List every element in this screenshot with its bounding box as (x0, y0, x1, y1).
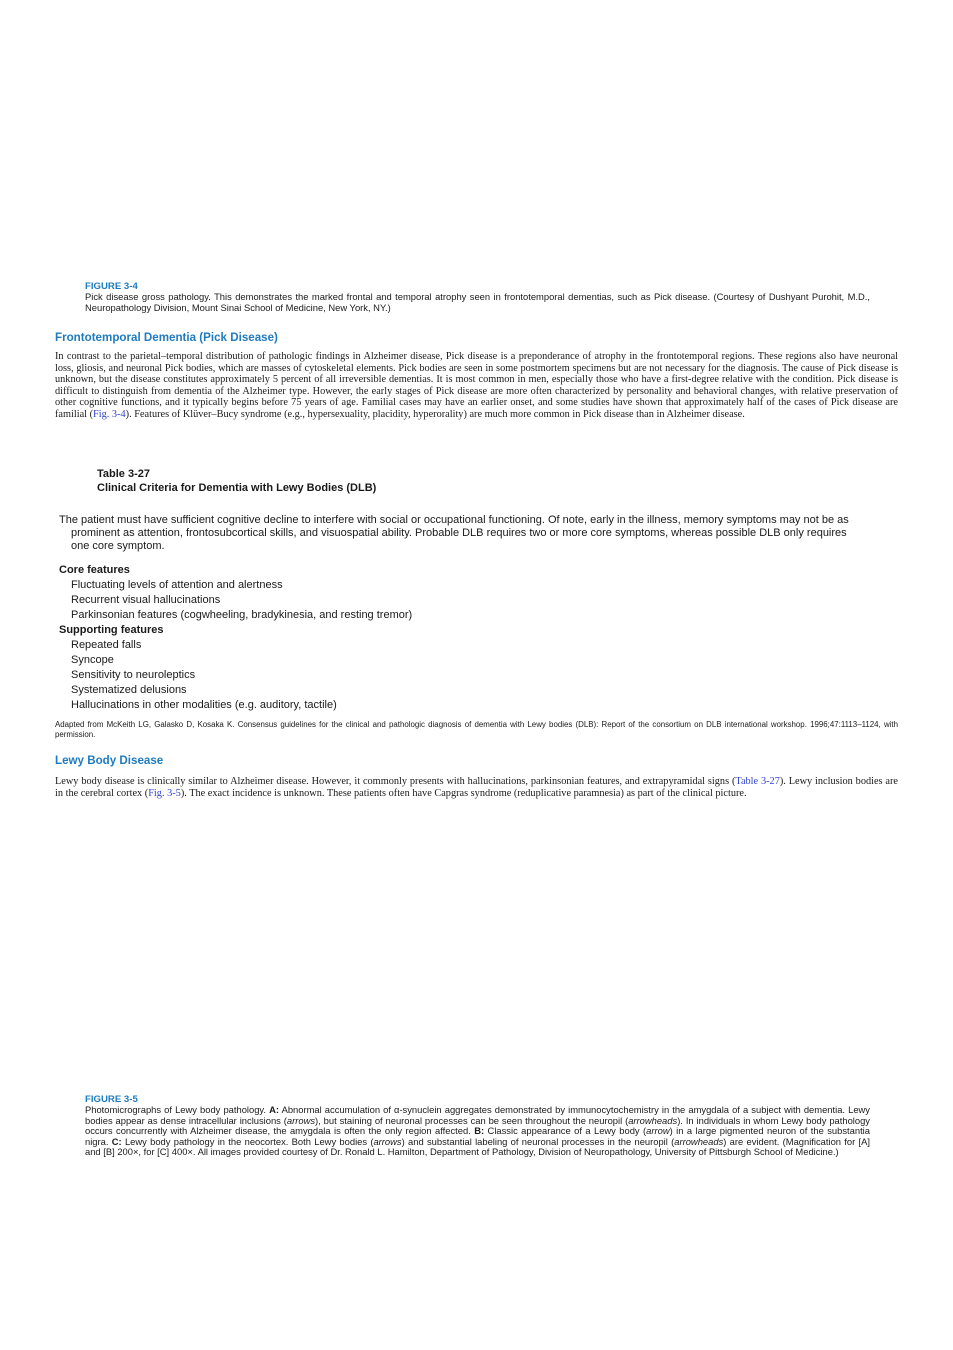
figure-3-5-link[interactable]: Fig. 3-5 (148, 787, 181, 799)
list-item: Systematized delusions (71, 684, 187, 696)
caption-italic: arrows (373, 1135, 402, 1147)
paragraph-lbd-text-1: Lewy body disease is clinically similar to Alzheimer disease. However, it commonly presents with hallucinations, parkinsonian features, and extrapyramidal signs ( (55, 776, 736, 787)
caption-segment: Photomicrographs of Lewy body pathology. (85, 1104, 270, 1115)
caption-segment: ). In individuals in whom Lewy body pathology occurs concurrently with Alzheimer disease, the amygdala is often the only region affected. (85, 1114, 870, 1137)
core-features-heading: Core features (59, 564, 130, 576)
list-item: Recurrent visual hallucinations (71, 594, 221, 606)
figure-3-5-caption (85, 1095, 870, 1158)
caption-segment: ), but staining of neuronal processes can be seen throughout the neuropil ( (315, 1114, 629, 1126)
table-intro-line-3: one core symptom. (71, 540, 165, 552)
table-source-note: Adapted from McKeith LG, Galasko D, Kosaka K. Consensus guidelines for the clinical and pathologic diagnosis of dementia with Lewy bodies (DLB): Report of the consortium on DLB international workshop. 1996;47:1113–1124, with permission. (55, 720, 898, 739)
paragraph-lbd (55, 776, 898, 799)
paragraph-ftd-text-1: In contrast to the parietal–temporal distribution of pathologic findings in Alzheimer disease, Pick disease is a preponderance of atrophy in the frontotemporal regions. These regions also have neuronal loss, gliosis, and neuronal Pick bodies, which are masses of cytoskeletal elements. Pick bodies are seen in some postmortem specimens but are not necessary for the diagnosis. The cause of Pick disease is unknown, but the disease constitutes approximately 5 percent of all irreversible dementias. It is most common in men, especially those who have a first-degree relative with the condition. Pick disease is difficult to distinguish from dementia of the Alzheimer type. However, the early stages of Pick disease are more often characterized by personality and behavioral changes, with relative preservation of other cognitive functions, and it typically begins before 75 years of age. Familial cases may have an earlier onset, and some studies have shown that approximately half of the cases of Pick disease are familial ( (55, 351, 898, 420)
figure-3-4-link[interactable]: Fig. 3-4 (93, 408, 126, 420)
table-number: Table 3-27 (97, 468, 150, 480)
list-item: Syncope (71, 654, 114, 666)
figure-3-4-caption (85, 282, 870, 313)
table-intro-line-2: prominent as attention, frontosubcortical skills, and visuospatial ability. Probable DLB requires two or more core symptoms, whereas possible DLB only requires (71, 527, 847, 539)
paragraph-ftd (55, 351, 898, 421)
caption-italic: arrow (646, 1125, 670, 1137)
figure-3-5-text (85, 1105, 870, 1158)
caption-segment: Abnormal accumulation of α-synuclein aggregates demonstrated by immunocytochemistry in the amygdala of a subject with dementia. Lewy bodies appear as dense intracellular inclusions ( (85, 1104, 870, 1126)
table-intro (59, 514, 889, 553)
caption-italic: arrowheads (628, 1114, 678, 1126)
caption-segment: ) in a large pigmented neuron of the substantia nigra. (85, 1125, 870, 1147)
table-title: Clinical Criteria for Dementia with Lewy Bodies (DLB) (97, 482, 377, 494)
caption-italic: arrows (286, 1114, 316, 1126)
table-intro-line-1: The patient must have sufficient cognitive decline to interfere with social or occupational functioning. Of note, early in the illness, memory symptoms may not be as (59, 514, 849, 526)
table-criteria-list (59, 563, 412, 713)
caption-italic: arrowheads (674, 1135, 724, 1147)
paragraph-lbd-text-3: ). The exact incidence is unknown. These patients often have Capgras syndrome (reduplicative paramnesia) as part of the clinical picture. (180, 787, 747, 799)
caption-segment: Classic appearance of a Lewy body ( (484, 1125, 647, 1137)
list-item: Repeated falls (71, 639, 142, 651)
list-item: Hallucinations in other modalities (e.g. auditory, tactile) (71, 699, 337, 711)
panel-a-label: A: (269, 1104, 280, 1115)
caption-segment: Lewy body pathology in the neocortex. Both Lewy bodies ( (121, 1135, 374, 1147)
caption-segment: ) are evident. (Magnification for [A] and [B] 200×, for [C] 400×. All images provided courtesy of Dr. Ronald L. Hamilton, Department of Pathology, Division of Neuropathology, University of Pittsburgh School of Medicine.) (85, 1135, 870, 1158)
supporting-features-heading: Supporting features (59, 624, 164, 636)
section-heading-lbd: Lewy Body Disease (55, 754, 164, 767)
section-heading-ftd: Frontotemporal Dementia (Pick Disease) (55, 331, 278, 344)
paragraph-lbd-text-2: ). Lewy inclusion bodies are in the cerebral cortex ( (55, 776, 899, 799)
table-3-27-header (97, 467, 376, 495)
figure-3-4-text: Pick disease gross pathology. This demonstrates the marked frontal and temporal atrophy seen in frontotemporal dementias, such as Pick disease. (Courtesy of Dushyant Purohit, M.D., Neuropathology Division, Mount Sinai School of Medicine, New York, NY.) (85, 291, 870, 313)
paragraph-ftd-text-2: ). Features of Klüver–Bucy syndrome (e.g., hypersexuality, placidity, hyperorality) are much more common in Pick disease than in Alzheimer disease. (125, 408, 745, 420)
list-item: Parkinsonian features (cogwheeling, bradykinesia, and resting tremor) (71, 609, 413, 621)
panel-b-label: B: (474, 1125, 485, 1137)
panel-c-label: C: (111, 1135, 122, 1147)
list-item: Fluctuating levels of attention and alertness (71, 579, 283, 591)
list-item: Sensitivity to neuroleptics (71, 669, 196, 681)
figure-3-4-label: FIGURE 3-4 (85, 281, 138, 292)
table-3-27-link[interactable]: Table 3-27 (735, 776, 780, 787)
figure-3-5-label: FIGURE 3-5 (85, 1094, 138, 1105)
caption-segment: ) and substantial labeling of neuronal processes in the neuropil ( (401, 1135, 675, 1147)
